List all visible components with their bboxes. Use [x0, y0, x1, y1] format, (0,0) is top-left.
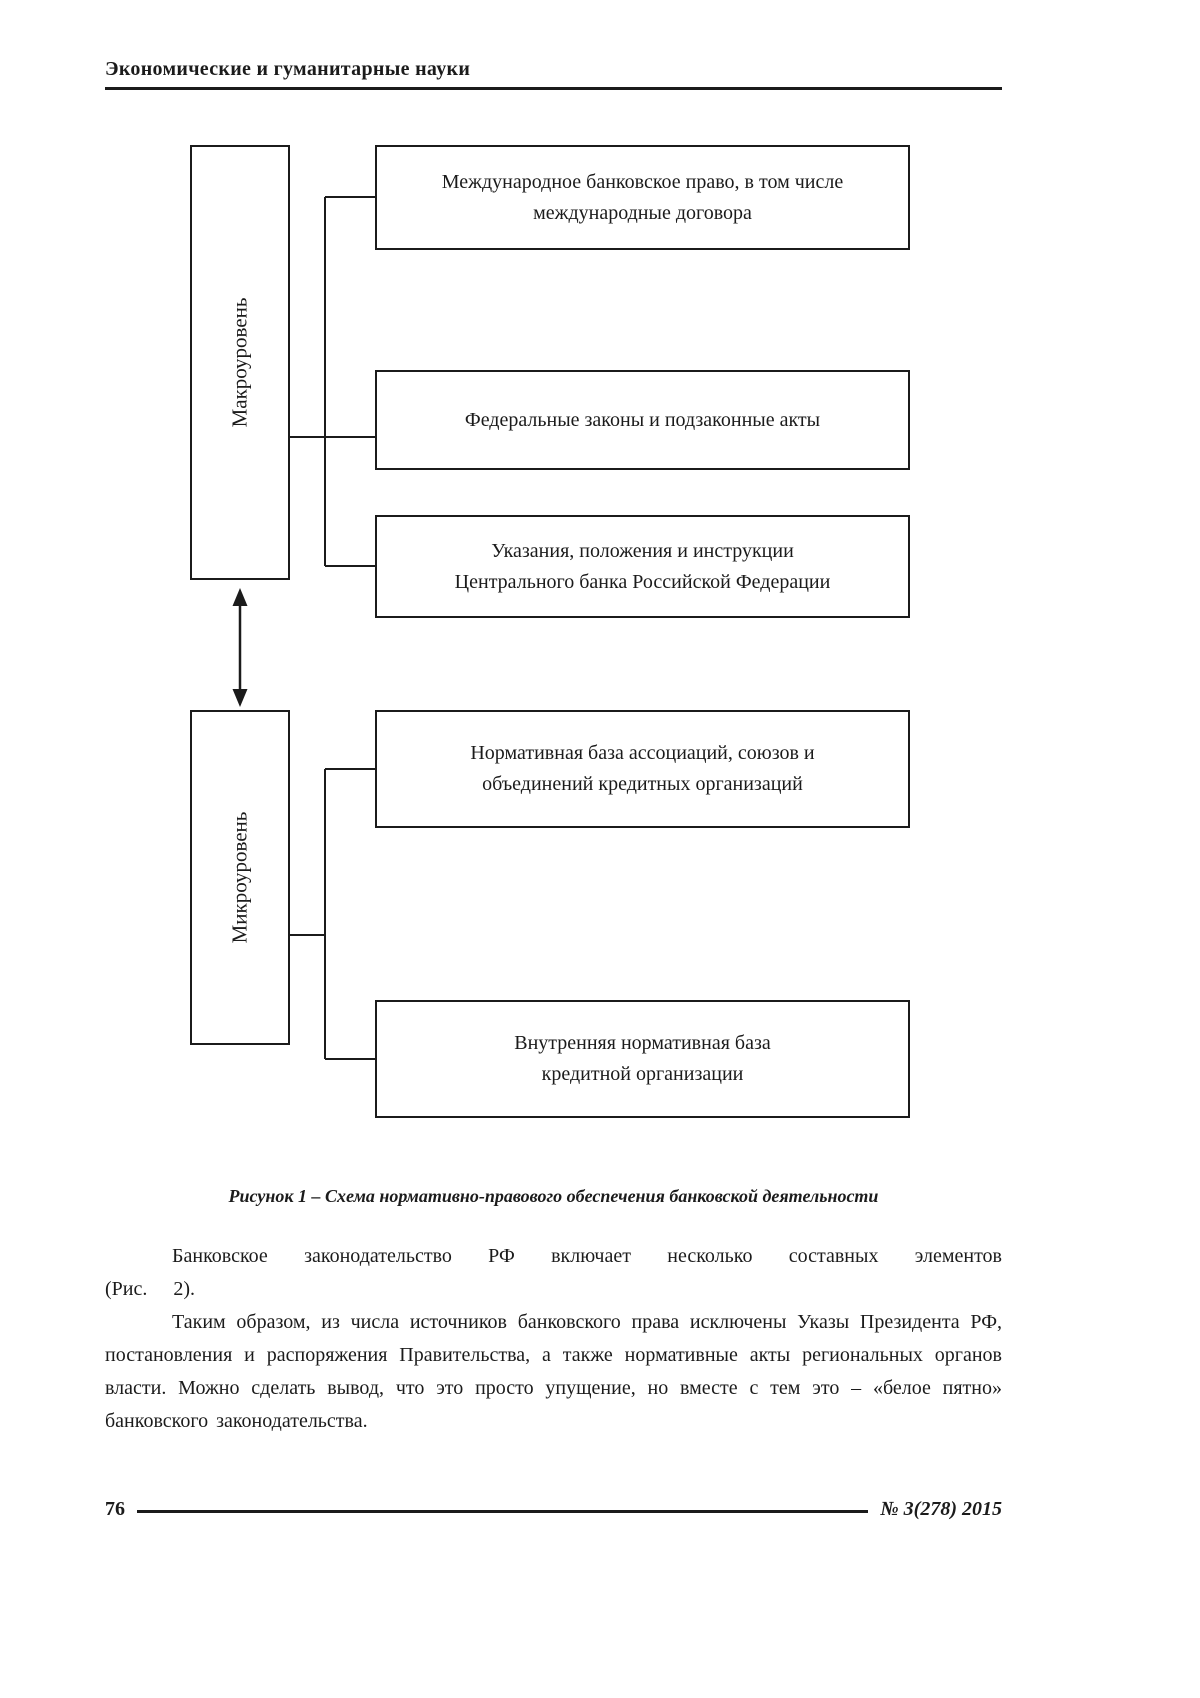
page-footer: [105, 1498, 1002, 1521]
box-label: Международное банковское право, в том числе международные договора: [441, 170, 844, 224]
micro-connectors: [290, 769, 375, 1059]
diagram-box-international-banking-law: [375, 145, 910, 250]
level-box-macro: [190, 145, 290, 580]
box-label: Внутренняя нормативная база кредитной организации: [514, 1032, 771, 1085]
level-box-micro: [190, 710, 290, 1045]
box-label: Нормативная база ассоциаций, союзов и объединений кредитных организаций: [470, 742, 815, 795]
journal-title: Экономические и гуманитарные науки: [105, 58, 471, 80]
issue-label: № 3(278) 2015: [880, 1498, 1002, 1520]
diagram-box-central-bank-instructions: [375, 515, 910, 618]
box-label: Указания, положения и инструкции Центрального банка Российской Федерации: [454, 539, 831, 593]
double-arrow-icon: [233, 588, 248, 707]
paragraph-2: Таким образом, из числа источников банковского права исключены Указы Президента РФ, постановления и распоряжения Правительства, а также нормативные акты региональных органов власти. Можно сделать вывод, что это просто упущение, но вместе с тем это – «белое пятно» банковского законодательства.: [105, 1311, 1002, 1432]
macro-level-label: Макроуровень: [227, 297, 252, 428]
micro-level-label: Микроуровень: [227, 811, 252, 944]
page-header: [105, 58, 1002, 90]
diagram-box-associations-normative-base: [375, 710, 910, 828]
figure-caption: Рисунок 1 – Схема нормативно-правового обеспечения банковской деятельности: [228, 1186, 879, 1206]
page-number: 76: [105, 1498, 125, 1520]
footer-rule: [137, 1510, 868, 1513]
macro-connectors: [290, 197, 375, 566]
body-text: [105, 1240, 1002, 1438]
paragraph-1: Банковское законодательство РФ включает несколько составных элементов (Рис. 2).: [105, 1245, 1002, 1300]
diagram-box-federal-laws: [375, 370, 910, 470]
box-label: Федеральные законы и подзаконные акты: [464, 408, 821, 431]
diagram-box-internal-normative-base: [375, 1000, 910, 1118]
